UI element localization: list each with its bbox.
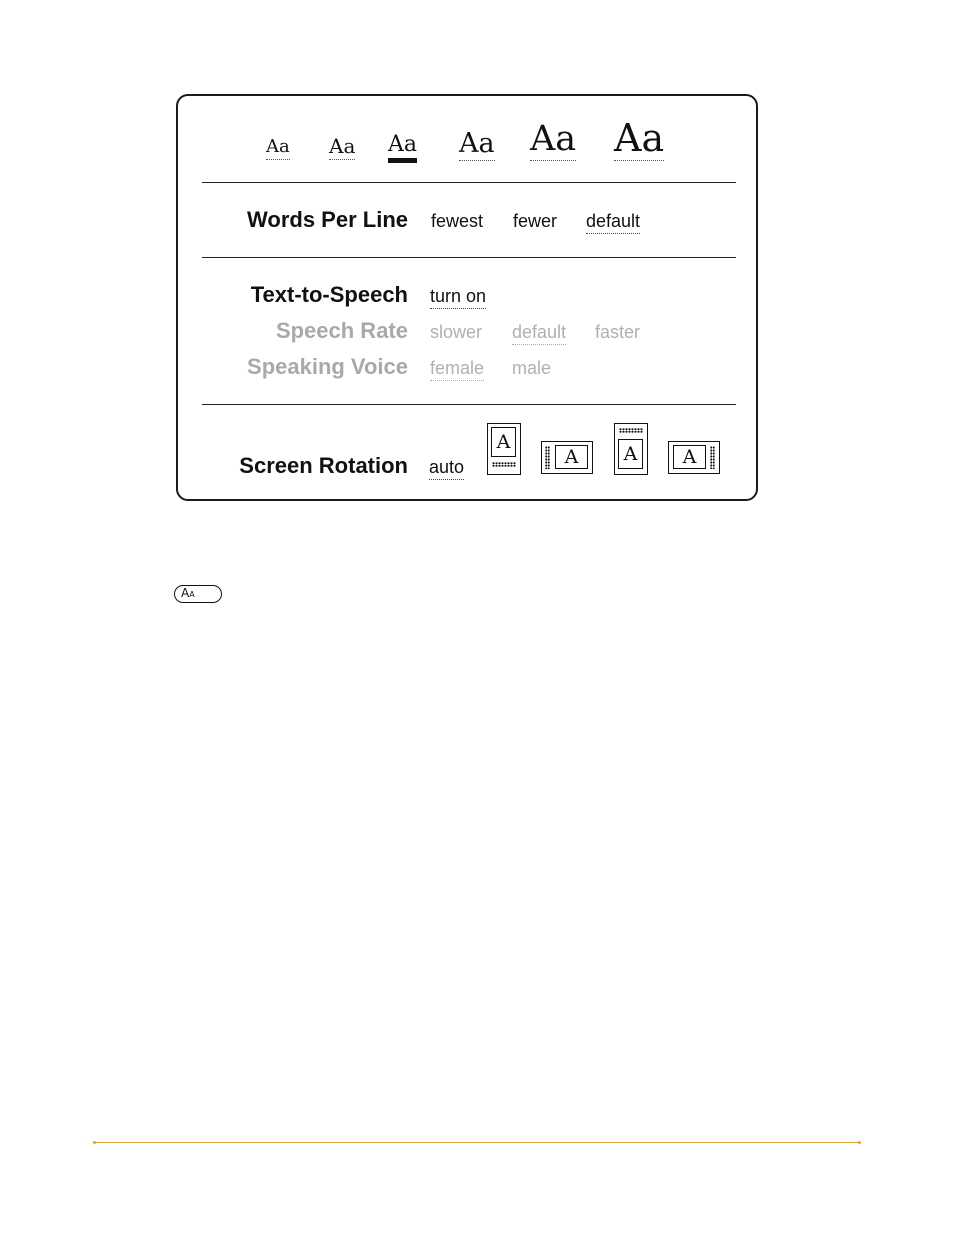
speech-rate-default: default — [512, 322, 566, 345]
divider — [202, 257, 736, 258]
letter-a-glyph: A — [673, 445, 706, 469]
divider — [202, 404, 736, 405]
letter-a-glyph: A — [555, 445, 588, 469]
dot-strip — [545, 446, 550, 469]
speaking-voice-label: Speaking Voice — [247, 354, 408, 379]
text-settings-panel — [176, 94, 758, 501]
font-size-option-4[interactable]: Aa — [459, 128, 495, 159]
footer-rule — [94, 1142, 860, 1143]
dot-strip — [619, 428, 643, 433]
font-size-option-2[interactable]: Aa — [329, 134, 356, 158]
font-size-option-5[interactable]: Aa — [530, 119, 577, 159]
font-size-option-3[interactable]: Aa — [388, 134, 417, 163]
aa-key-large-letter: A — [181, 586, 190, 600]
words-per-line-default[interactable]: default — [586, 211, 640, 234]
speech-rate-faster: faster — [595, 322, 641, 342]
aa-key-small-letter: A — [189, 590, 195, 599]
words-per-line-fewest[interactable]: fewest — [431, 211, 484, 231]
letter-a-glyph: A — [618, 439, 643, 469]
speaking-voice-male: male — [512, 358, 552, 378]
screen-rotation-auto[interactable]: auto — [429, 457, 464, 480]
divider — [202, 182, 736, 183]
aa-key-icon — [174, 585, 222, 603]
rotate-landscape-right-icon[interactable] — [668, 441, 720, 474]
rotate-landscape-left-icon[interactable] — [541, 441, 593, 474]
dot-strip — [492, 462, 516, 467]
speech-rate-label: Speech Rate — [275, 318, 408, 343]
words-per-line-label: Words Per Line — [247, 207, 408, 232]
speaking-voice-female: female — [430, 358, 484, 381]
rotate-portrait-icon[interactable] — [487, 423, 521, 475]
dot-strip — [710, 446, 715, 469]
text-to-speech-label: Text-to-Speech — [250, 282, 408, 307]
screen-rotation-label: Screen Rotation — [239, 453, 408, 478]
font-size-option-6[interactable]: Aa — [614, 116, 665, 160]
words-per-line-fewer[interactable]: fewer — [513, 211, 558, 231]
rotate-portrait-flipped-icon[interactable] — [614, 423, 648, 475]
text-to-speech-turn-on[interactable]: turn on — [430, 286, 486, 309]
letter-a-glyph: A — [491, 427, 516, 457]
font-size-option-1[interactable]: Aa — [266, 138, 290, 160]
speech-rate-slower: slower — [430, 322, 483, 342]
